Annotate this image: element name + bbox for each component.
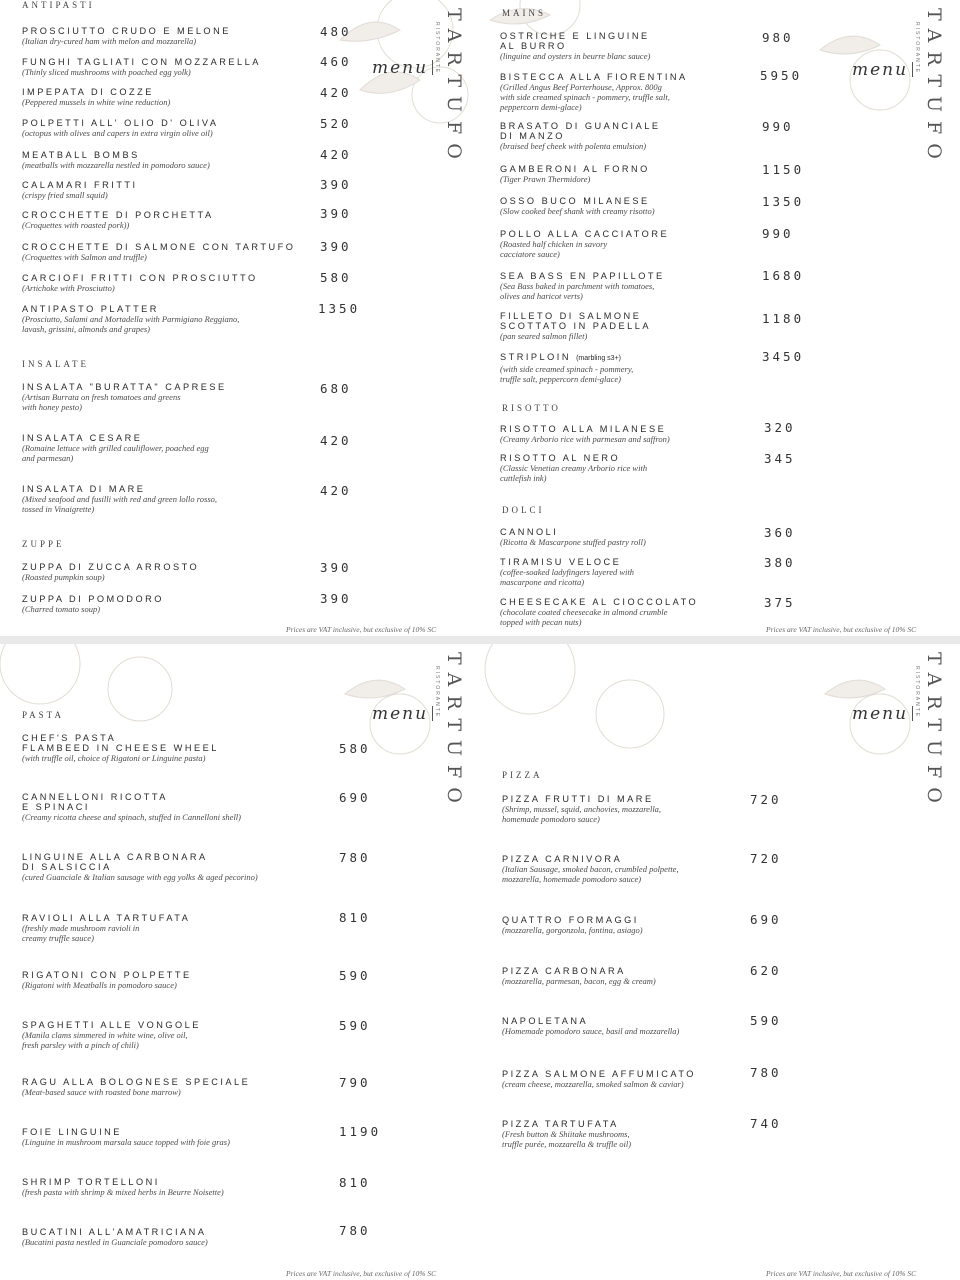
item-name: SEA BASS EN PAPILLOTE [500, 271, 665, 281]
item-price: 1190 [339, 1124, 382, 1139]
brand-wordmark [434, 8, 472, 168]
item-description: (Fresh button & Shiitake mushrooms, truffle purée, mozzarella & truffle oil) [502, 1129, 632, 1149]
menu-item [500, 352, 633, 384]
item-name: PIZZA TARTUFATA [502, 1119, 619, 1129]
item-description: (crispy fried small squid) [22, 190, 108, 200]
item-description: (Homemade pomodoro sauce, basil and mozzarella) [502, 1026, 680, 1036]
item-description: (Creamy ricotta cheese and spinach, stuffed in Cannelloni shell) [22, 812, 241, 822]
menu-item [22, 26, 231, 46]
menu-item [22, 1227, 208, 1247]
item-name: ZUPPA DI POMODORO [22, 594, 164, 604]
menu-label: menu [852, 704, 913, 724]
item-name: POLPETTI ALL' OLIO D' OLIVA [22, 118, 219, 128]
item-description: (Croquettes with Salmon and truffle) [22, 252, 147, 262]
item-price: 420 [320, 85, 352, 100]
item-name: LINGUINE ALLA CARBONARA DI SALSICCIA [22, 852, 208, 872]
menu-item [502, 1119, 631, 1149]
item-name: PROSCIUTTO CRUDO E MELONE [22, 26, 231, 36]
item-price: 680 [320, 381, 352, 396]
item-name: SHRIMP TORTELLONI [22, 1177, 160, 1187]
item-description: (Linguine in mushroom marsala sauce topped with foie gras) [22, 1137, 230, 1147]
item-price: 720 [750, 792, 782, 807]
item-description: (Prosciutto, Salami and Mortadella with Parmigiano Reggiano, lavash, grissini, almonds and grapes) [22, 314, 240, 334]
item-name-note: (marbling s3+) [576, 355, 621, 362]
menu-item [500, 453, 647, 483]
item-description: (with truffle oil, choice of Rigatoni or Linguine pasta) [22, 753, 206, 763]
menu-page-antipasti [0, 0, 480, 636]
item-price: 480 [320, 24, 352, 39]
menu-item [500, 424, 670, 444]
menu-item [22, 1177, 224, 1197]
menu-item [22, 150, 210, 170]
brand-subtitle: RISTORANTE [434, 666, 440, 719]
item-name-text: STRIPLOIN [500, 352, 571, 362]
menu-item [22, 484, 217, 514]
item-description: (Peppered mussels in white wine reduction) [22, 97, 171, 107]
item-price: 790 [339, 1075, 371, 1090]
item-name: FILLETO DI SALMONE SCOTTATO IN PADELLA [500, 311, 651, 331]
item-description: (fresh pasta with shrimp & mixed herbs in Beurre Noisette) [22, 1187, 224, 1197]
brand-subtitle: RISTORANTE [914, 22, 920, 75]
item-price: 590 [339, 968, 371, 983]
item-description: (Tiger Prawn Thermidore) [500, 174, 591, 184]
item-description: (Manila clams simmered in white wine, olive oil, fresh parsley with a pinch of chili) [22, 1030, 188, 1050]
item-name: CHEF'S PASTA FLAMBEED IN CHEESE WHEEL [22, 733, 219, 753]
menu-item [22, 594, 164, 614]
item-price: 810 [339, 910, 371, 925]
item-price: 740 [750, 1116, 782, 1131]
menu-item [22, 970, 192, 990]
item-price: 420 [320, 147, 352, 162]
item-name: MEATBALL BOMBS [22, 150, 140, 160]
item-name: TIRAMISU VELOCE [500, 557, 622, 567]
item-price: 720 [750, 851, 782, 866]
item-description: (Italian Sausage, smoked bacon, crumbled polpette, mozzarella, homemade pomodoro sauce) [502, 864, 679, 884]
item-description: (Thinly sliced mushrooms with poached egg yolk) [22, 67, 191, 77]
item-name: CROCCHETTE DI PORCHETTA [22, 210, 214, 220]
item-price: 420 [320, 483, 352, 498]
item-name: CALAMARI FRITTI [22, 180, 138, 190]
menu-item [500, 527, 646, 547]
item-name: RISOTTO AL NERO [500, 453, 621, 463]
menu-item [500, 164, 650, 184]
menu-label: menu [372, 58, 433, 78]
item-price: 780 [339, 850, 371, 865]
menu-item [22, 382, 227, 412]
menu-item [22, 852, 258, 882]
item-description: (linguine and oysters in beurre blanc sauce) [500, 51, 651, 61]
menu-item [500, 597, 698, 627]
menu-page-mains [480, 0, 960, 636]
item-description: (braised beef cheek with polenta emulsion) [500, 141, 647, 151]
item-price: 360 [764, 525, 796, 540]
menu-item [500, 72, 688, 112]
section-title-risotto: RISOTTO [502, 403, 561, 413]
price-note: Prices are VAT inclusive, but exclusive of 10% SC [766, 625, 917, 634]
item-price: 1150 [762, 162, 805, 177]
brand-wordmark [914, 652, 952, 812]
item-name: POLLO ALLA CACCIATORE [500, 229, 670, 239]
brand-wordmark [434, 652, 472, 812]
menu-page-pasta [0, 644, 480, 1280]
item-name: RAVIOLI ALLA TARTUFATA [22, 913, 191, 923]
price-note: Prices are VAT inclusive, but exclusive of 10% SC [766, 1269, 917, 1278]
item-description: (Bucatini pasta nestled in Guanciale pomodoro sauce) [22, 1237, 208, 1247]
menu-item [22, 242, 295, 262]
item-description: (Mixed seafood and fusilli with red and green lollo rosso, tossed in Vinaigrette) [22, 494, 218, 514]
menu-item [500, 271, 665, 301]
item-price: 780 [750, 1065, 782, 1080]
menu-item [502, 1069, 696, 1089]
item-description: (cream cheese, mozzarella, smoked salmon & caviar) [502, 1079, 684, 1089]
menu-item [500, 311, 651, 341]
item-name: FOIE LINGUINE [22, 1127, 122, 1137]
menu-item [22, 433, 209, 463]
menu-item [22, 733, 219, 763]
item-name: NAPOLETANA [502, 1016, 589, 1026]
item-name: ANTIPASTO PLATTER [22, 304, 159, 314]
item-description: (with side creamed spinach - pommery, truffle salt, peppercorn demi-glace) [500, 364, 634, 384]
menu-item [502, 966, 656, 986]
section-title-mains: MAINS [502, 8, 547, 18]
menu-label: menu [852, 60, 913, 80]
item-name: PIZZA FRUTTI DI MARE [502, 794, 654, 804]
section-title-dolci: DOLCI [502, 505, 545, 515]
item-description: (Sea Bass baked in parchment with tomatoes, olives and haricot verts) [500, 281, 655, 301]
item-price: 390 [320, 560, 352, 575]
item-name: RISOTTO ALLA MILANESE [500, 424, 667, 434]
item-name: GAMBERONI AL FORNO [500, 164, 650, 174]
item-description: (Slow cooked beef shank with creamy risotto) [500, 206, 655, 216]
menu-item [22, 57, 261, 77]
brand-subtitle: RISTORANTE [434, 22, 440, 75]
item-price: 420 [320, 433, 352, 448]
section-title-insalate: INSALATE [22, 359, 89, 369]
item-description: (Creamy Arborio rice with parmesan and saffron) [500, 434, 670, 444]
item-name: PIZZA CARNIVORA [502, 854, 623, 864]
item-price: 320 [764, 420, 796, 435]
item-description: (Roasted pumpkin soup) [22, 572, 105, 582]
item-price: 390 [320, 591, 352, 606]
item-description: (Grilled Angus Beef Porterhouse, Approx. 800g with side creamed spinach - pommery, truffle salt, peppercorn demi-glace) [500, 82, 670, 112]
item-price: 990 [762, 226, 794, 241]
item-price: 690 [750, 912, 782, 927]
item-description: (chocolate coated cheesecake in almond crumble topped with pecan nuts) [500, 607, 668, 627]
item-name: CROCCHETTE DI SALMONE CON TARTUFO [22, 242, 296, 252]
brand-name: TARTUFO [443, 8, 465, 168]
menu-item [502, 1016, 679, 1036]
citrus-illustration [480, 644, 680, 754]
item-name: CANNOLI [500, 527, 559, 537]
menu-item [22, 792, 241, 822]
section-title-pizza: PIZZA [502, 770, 543, 780]
item-price: 5950 [760, 68, 803, 83]
menu-item [22, 1127, 230, 1147]
item-price: 390 [320, 177, 352, 192]
item-name: FUNGHI TAGLIATI CON MOZZARELLA [22, 57, 261, 67]
menu-item [22, 210, 214, 230]
item-name: PIZZA SALMONE AFFUMICATO [502, 1069, 696, 1079]
item-price: 390 [320, 206, 352, 221]
menu-item [22, 1077, 250, 1097]
item-description: (Rigatoni with Meatballs in pomodoro sauce) [22, 980, 177, 990]
item-price: 580 [339, 741, 371, 756]
item-description: (mozzarella, parmesan, bacon, egg & cream) [502, 976, 656, 986]
item-name: BUCATINI ALL'AMATRICIANA [22, 1227, 207, 1237]
menu-item [500, 121, 660, 151]
item-description: (Meat-based sauce with roasted bone marrow) [22, 1087, 181, 1097]
item-price: 345 [764, 451, 796, 466]
price-note: Prices are VAT inclusive, but exclusive of 10% SC [286, 1269, 437, 1278]
price-note: Prices are VAT inclusive, but exclusive of 10% SC [286, 625, 437, 634]
item-description: (freshly made mushroom ravioli in creamy truffle sauce) [22, 923, 140, 943]
item-name: PIZZA CARBONARA [502, 966, 626, 976]
item-description: (Croquettes with roasted pork)) [22, 220, 130, 230]
item-name: BISTECCA ALLA FIORENTINA [500, 72, 688, 82]
menu-item [22, 304, 239, 334]
item-description: (mozzarella, gorgonzola, fontina, asiago) [502, 925, 643, 935]
item-description: (Ricotta & Mascarpone stuffed pastry roll) [500, 537, 646, 547]
item-name: CANNELLONI RICOTTA E SPINACI [22, 792, 168, 812]
menu-item [500, 557, 634, 587]
item-price: 810 [339, 1175, 371, 1190]
item-price: 1680 [762, 268, 805, 283]
section-title-pasta: PASTA [22, 710, 64, 720]
item-name: RIGATONI CON POLPETTE [22, 970, 192, 980]
brand-subtitle: RISTORANTE [914, 666, 920, 719]
item-price: 590 [750, 1013, 782, 1028]
menu-item [22, 118, 218, 138]
item-name: CHEESECAKE AL CIOCCOLATO [500, 597, 699, 607]
item-description: (Artichoke with Prosciutto) [22, 283, 115, 293]
brand-name: TARTUFO [923, 8, 945, 168]
item-name: BRASATO DI GUANCIALE DI MANZO [500, 121, 661, 141]
menu-item [500, 229, 669, 259]
menu-item [22, 1020, 201, 1050]
item-description: (Classic Venetian creamy Arborio rice with cuttlefish ink) [500, 463, 648, 483]
item-name: ZUPPA DI ZUCCA ARROSTO [22, 562, 200, 572]
item-name: QUATTRO FORMAGGI [502, 915, 639, 925]
item-price: 1350 [318, 301, 361, 316]
item-price: 460 [320, 54, 352, 69]
brand-name: TARTUFO [443, 652, 465, 812]
menu-item [22, 180, 138, 200]
item-price: 380 [764, 555, 796, 570]
item-name: INSALATA CESARE [22, 433, 143, 443]
menu-item [22, 87, 170, 107]
item-price: 390 [320, 239, 352, 254]
item-description: (Roasted half chicken in savory cacciatore sauce) [500, 239, 608, 259]
item-description: (meatballs with mozzarella nestled in pomodoro sauce) [22, 160, 210, 170]
item-price: 980 [762, 30, 794, 45]
item-description: (coffee-soaked ladyfingers layered with mascarpone and ricotta) [500, 567, 634, 587]
item-name: OSSO BUCO MILANESE [500, 196, 650, 206]
item-name: INSALATA DI MARE [22, 484, 146, 494]
item-name: RAGU ALLA BOLOGNESE SPECIALE [22, 1077, 251, 1087]
item-price: 690 [339, 790, 371, 805]
item-description: (Artisan Burrata on fresh tomatoes and greens with honey pesto) [22, 392, 181, 412]
brand-name: TARTUFO [923, 652, 945, 812]
item-price: 520 [320, 116, 352, 131]
section-title-zuppe: ZUPPE [22, 539, 65, 549]
item-price: 3450 [762, 349, 805, 364]
menu-item [502, 794, 661, 824]
item-description: (Romaine lettuce with grilled cauliflower, poached egg and parmesan) [22, 443, 209, 463]
item-description: (Charred tomato soup) [22, 604, 101, 614]
menu-item [502, 915, 643, 935]
item-price: 375 [764, 595, 796, 610]
menu-item [500, 196, 655, 216]
brand-wordmark [914, 8, 952, 168]
menu-item [22, 562, 199, 582]
item-description: (octopus with olives and capers in extra virgin olive oil) [22, 128, 213, 138]
menu-page-pizza [480, 644, 960, 1280]
item-name: CARCIOFI FRITTI CON PROSCIUTTO [22, 273, 258, 283]
section-title-antipasti: ANTIPASTI [22, 0, 95, 10]
item-name: IMPEPATA DI COZZE [22, 87, 154, 97]
item-description: (cured Guanciale & Italian sausage with egg yolks & aged pecorino) [22, 872, 258, 882]
item-description: (Shrimp, mussel, squid, anchovies, mozzarella, homemade pomodoro sauce) [502, 804, 662, 824]
menu-label: menu [372, 704, 433, 724]
item-price: 780 [339, 1223, 371, 1238]
item-name: OSTRICHE E LINGUINE AL BURRO [500, 31, 650, 51]
item-price: 580 [320, 270, 352, 285]
menu-item [22, 273, 258, 293]
menu-item [500, 31, 650, 61]
item-price: 1350 [762, 194, 805, 209]
menu-item [22, 913, 190, 943]
menu-item [502, 854, 679, 884]
item-price: 990 [762, 119, 794, 134]
item-name: SPAGHETTI ALLE VONGOLE [22, 1020, 201, 1030]
item-description: (Italian dry-cured ham with melon and mozzarella) [22, 36, 197, 46]
item-description: (pan seared salmon fillet) [500, 331, 588, 341]
item-name: INSALATA "BURATTA" CAPRESE [22, 382, 227, 392]
item-price: 590 [339, 1018, 371, 1033]
item-price: 1180 [762, 311, 805, 326]
item-name [500, 352, 633, 364]
item-price: 620 [750, 963, 782, 978]
